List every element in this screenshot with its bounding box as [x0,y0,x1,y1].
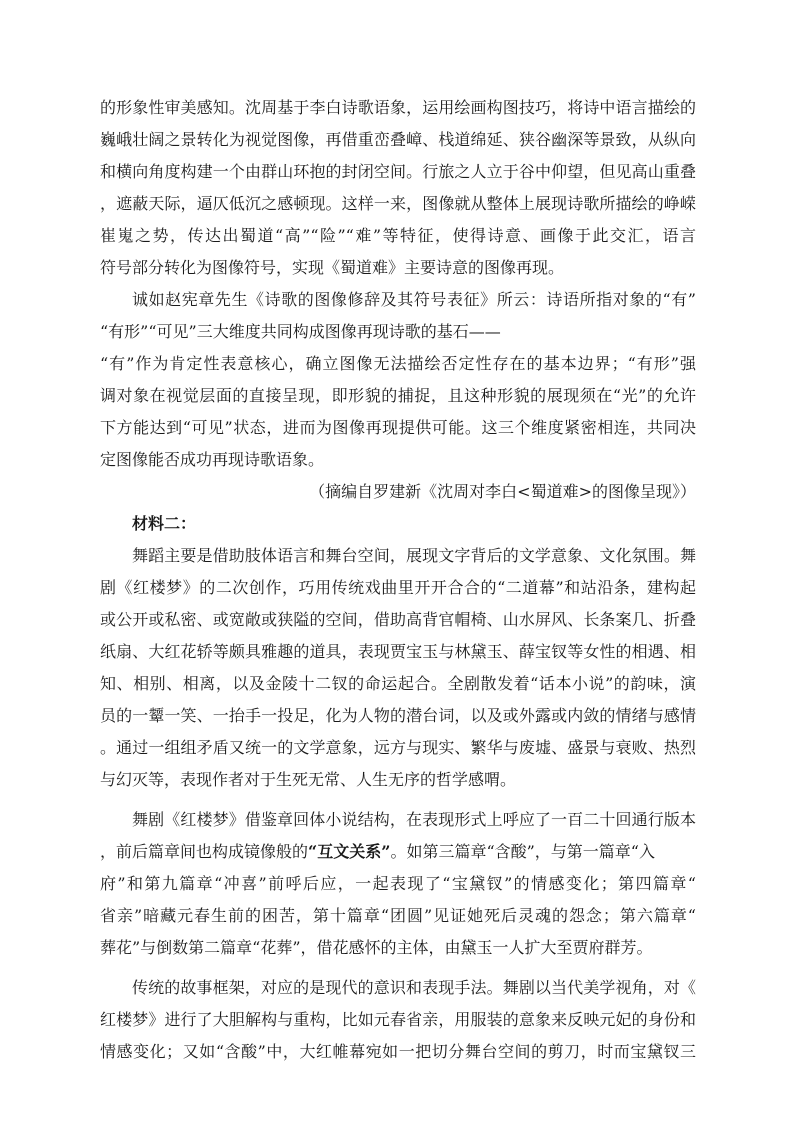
text-line: 巍峨壮阔之景转化为视觉图像，再借重峦叠嶂、栈道绵延、狭谷幽深等景致，从纵向 [100,130,696,149]
text-line: 员的一颦一笑、一抬手一投足，化为人物的潜台词，以及或外露或内敛的情绪与感情 [100,706,696,725]
text-line: 剧《红楼梦》的二次创作，巧用传统戏曲里开开合合的“二道幕”和站沿条，建构起 [100,578,696,597]
paragraph-first-line: 诚如赵宪章先生《诗歌的图像修辞及其符号表征》所云：诗语所指对象的“有” [132,290,696,309]
text-line: 崔嵬之势，传达出蜀道“高”“险”“难”等特征，使得诗意、画像于此交汇，语言 [100,226,696,245]
text-line: 定图像能否成功再现诗歌语象。 [100,450,325,469]
text-segment: ，前后篇章间也构成镜像般的 [100,842,309,861]
text-line: 或公开或私密、或宽敞或狭隘的空间，借助高背官帽椅、山水屏风、长条案几、折叠 [100,610,696,629]
text-line: 情感变化；又如“含酸”中，大红帷幕宛如一把切分舞台空间的剪刀，时而宝黛钗三 [100,1042,696,1061]
text-line: 和横向角度构建一个由群山环抱的封闭空间。行旅之人立于谷中仰望，但见高山重叠 [100,162,696,181]
text-line: 。通过一组组矛盾又统一的文学意象，远方与现实、繁华与废墟、盛景与衰败、热烈 [100,738,696,757]
text-line: 葬花”与倒数第二篇章“花葬”，借花感怀的主体，由黛玉一人扩大至贾府群芳。 [100,938,653,957]
emphasis-text: “互文关系” [308,842,391,861]
text-line: “有形”“可见”三大维度共同构成图像再现诗歌的基石—— [100,322,501,341]
text-line: 与幻灭等，表现作者对于生死无常、人生无序的哲学感喟。 [100,770,517,789]
text-line: 省亲”暗藏元春生前的困苦，第十篇章“团圆”见证她死后灵魂的怨念；第六篇章“ [100,906,696,925]
section-heading: 材料二： [132,514,197,533]
paragraph-first-line: 舞剧《红楼梦》借鉴章回体小说结构，在表现形式上呼应了一百二十回通行版本 [132,810,696,829]
text-line: 府”和第九篇章“冲喜”前呼后应，一起表现了“宝黛钗”的情感变化；第四篇章“ [100,874,696,893]
text-line: 纸扇、大红花轿等颇具雅趣的道具，表现贾宝玉与林黛玉、薛宝钗等女性的相遇、相 [100,642,696,661]
paragraph-first-line: 传统的故事框架，对应的是现代的意识和表现手法。舞剧以当代美学视角，对《 [132,978,696,997]
text-line: ，遮蔽天际，逼仄低沉之感顿现。这样一来，图像就从整体上展现诗歌所描绘的峥嵘 [100,194,696,213]
text-line: “有”作为肯定性表意核心，确立图像无法描绘否定性存在的基本边界；“有形”强 [100,354,696,373]
text-line: 知、相别、相离，以及金陵十二钗的命运起合。全剧散发着“话本小说”的韵味，演 [100,674,696,693]
paragraph-first-line: 舞蹈主要是借助肢体语言和舞台空间，展现文字背后的文学意象、文化氛围。舞 [132,546,696,565]
text-line: 符号部分转化为图像符号，实现《蜀道难》主要诗意的图像再现。 [100,258,565,277]
text-segment: 。如第三篇章“含酸”，与第一篇章“入 [390,842,655,861]
text-line: 的形象性审美感知。沈周基于李白诗歌语象，运用绘画构图技巧，将诗中语言描绘的 [100,98,696,117]
text-line: 调对象在视觉层面的直接呈现，即形貌的捕捉，且这种形貌的展现须在“光”的允许 [100,386,696,405]
text-line: 下方能达到“可见”状态，进而为图像再现提供可能。这三个维度紧密相连，共同决 [100,418,696,437]
text-line: 红楼梦》进行了大胆解构与重构，比如元春省亲，用服装的意象来反映元妃的身份和 [100,1010,696,1029]
mixed-text-line [100,842,696,864]
source-citation: （摘编自罗建新《沈周对李白<蜀道难>的图像呈现》） [309,482,696,501]
